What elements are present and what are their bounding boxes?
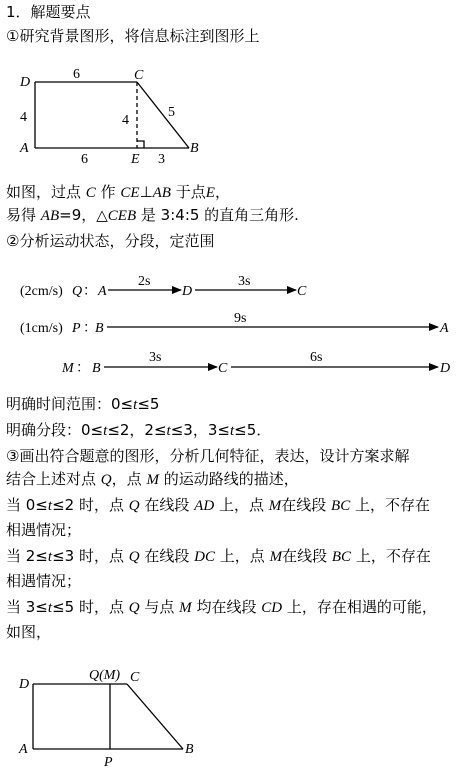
fig2-label-QM: Q(M)	[89, 668, 121, 683]
fig2-label-B: B	[185, 742, 194, 757]
p-speed: (1cm/s)	[20, 321, 63, 336]
q-name: Q	[72, 284, 83, 299]
m-point-D: D	[440, 361, 451, 376]
q-point-C: C	[297, 284, 307, 299]
step-3-title: ③画出符合题意的图形，分析几何特征，表达，设计方案求解	[6, 447, 410, 465]
fig2-label-P: P	[104, 755, 113, 770]
m-time-1: 3s	[149, 350, 162, 365]
case-2-line-2: 相遇情况；	[6, 572, 82, 590]
case-2-line-1: 当 2≤t≤3 时，点 Q 在线段 DC 上，点 M在线段 BC 上，不存在	[6, 547, 431, 565]
q-point-D: D	[182, 284, 193, 299]
fig1-label-B: B	[190, 141, 199, 156]
fig1-length-top: 6	[73, 67, 80, 82]
fig1-length-left: 4	[20, 110, 27, 125]
time-range: 明确时间范围：0≤t≤5	[6, 395, 160, 413]
fig2-label-C: C	[130, 670, 140, 685]
step-3-line-2: 结合上述对点 Q，点 M 的运动路线的描述，	[6, 470, 299, 488]
explanation-line-1: 如图，过点 C 作 CE⊥AB 于点E，	[6, 183, 230, 201]
m-point-C: C	[218, 361, 228, 376]
step-2-title: ②分析运动状态，分段，定范围	[6, 232, 215, 250]
fig1-length-right-bottom: 3	[158, 152, 165, 167]
p-point-A: A	[440, 321, 449, 336]
q-speed: (2cm/s)	[20, 284, 63, 299]
fig1-label-D: D	[20, 75, 31, 90]
fig1-label-E: E	[131, 152, 140, 167]
case-3-line-1: 当 3≤t≤5 时，点 Q 与点 M 均在线段 CD 上，存在相遇的可能，	[6, 598, 437, 616]
fig1-length-mid: 4	[122, 113, 129, 128]
m-name: M	[62, 361, 74, 376]
fig1-length-bottom: 6	[81, 152, 88, 167]
fig2-label-A: A	[19, 742, 28, 757]
p-start-B: B	[95, 321, 104, 336]
fig1-label-A: A	[20, 141, 29, 156]
p-colon: ：	[83, 321, 97, 336]
m-colon: ：	[76, 361, 90, 376]
section-heading: 1．解题要点	[6, 3, 91, 21]
fig1-length-slant: 5	[168, 105, 175, 120]
step-1-title: ①研究背景图形，将信息标注到图形上	[6, 27, 260, 45]
explanation-line-2: 易得 AB=9，△CEB 是 3:4:5 的直角三角形.	[6, 206, 299, 224]
case-1-line-1: 当 0≤t≤2 时，点 Q 在线段 AD 上，点 M在线段 BC 上，不存在	[6, 496, 430, 514]
case-1-line-2: 相遇情况；	[6, 521, 82, 539]
q-start-A: A	[98, 284, 107, 299]
q-time-2: 3s	[238, 274, 251, 289]
fig2-edge-CB	[127, 684, 183, 749]
q-colon: ：	[83, 284, 97, 299]
q-time-1: 2s	[138, 274, 151, 289]
p-name: P	[72, 321, 81, 336]
case-3-line-2: 如图，	[6, 623, 52, 641]
time-segments: 明确分段：0≤t≤2，2≤t≤3，3≤t≤5．	[6, 421, 272, 439]
p-time: 9s	[234, 311, 247, 326]
fig1-label-C: C	[134, 68, 144, 83]
fig2-label-D: D	[19, 677, 30, 692]
m-time-2: 6s	[310, 350, 323, 365]
m-start-B: B	[92, 361, 101, 376]
